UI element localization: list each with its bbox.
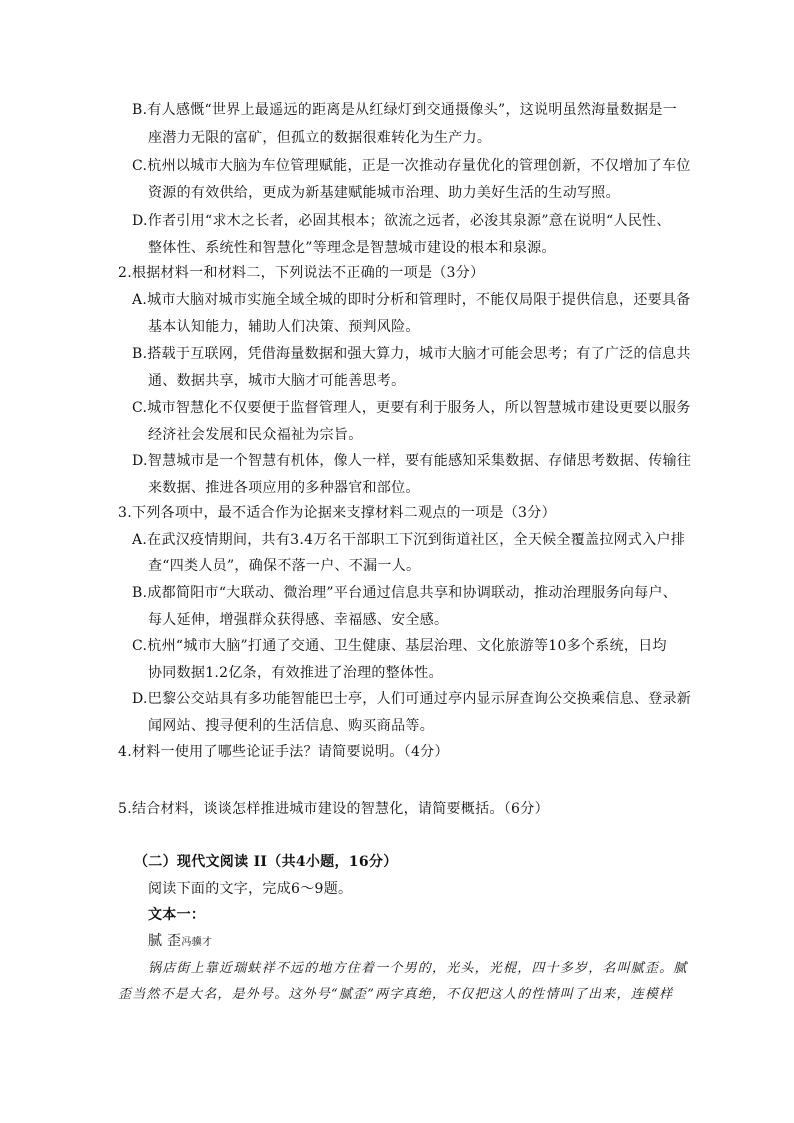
- q2-option-b-line2: 通、数据共享，城市大脑才可能善思考。: [148, 373, 406, 389]
- q3-option-a-line1: A.在武汉疫情期间，共有3.4万名干部职工下沉到街道社区，全天候全覆盖拉网式入户排: [132, 532, 686, 548]
- q3-option-d-line1: D.巴黎公交站具有多功能智能巴士亭，人们可通过亭内显示屏查询公交换乘信息、登录新: [132, 691, 692, 707]
- q3-option-c-line1: C.杭州“城市大脑”打通了交通、卫生健康、基层治理、文化旅游等10多个系统，日均: [132, 638, 667, 654]
- q2-option-d-line1: D.智慧城市是一个智慧有机体，像人一样，要有能感知采集数据、存储思考数据、传输往: [132, 453, 692, 469]
- q1-option-c-line2: 资源的有效供给，更成为新基建赋能城市治理、助力美好生活的生动写照。: [148, 185, 620, 201]
- q2-option-a-line2: 基本认知能力，辅助人们决策、预判风险。: [148, 319, 420, 335]
- q1-option-c-line1: C.杭州以城市大脑为车位管理赋能，正是一次推动存量优化的管理创新，不仅增加了车位: [132, 158, 691, 174]
- section-heading: （二）现代文阅读 II（共4小题，16分）: [134, 854, 398, 870]
- story-title-line: [148, 932, 212, 952]
- q4-stem: 4.材料一使用了哪些论证手法？请简要说明。（4分）: [118, 744, 449, 760]
- reading-instruction: 阅读下面的文字，完成6～9题。: [148, 881, 353, 897]
- q3-option-a-line2: 查“四类人员”，确保不落一户、不漏一人。: [148, 558, 421, 574]
- q2-stem: 2.根据材料一和材料二，下列说法不正确的一项是（3分）: [118, 265, 485, 281]
- q2-option-a-line1: A.城市大脑对城市实施全域全城的即时分析和管理时，不能仅局限于提供信息，还要具备: [132, 292, 691, 308]
- q2-option-c-line2: 经济社会发展和民众福祉为宗旨。: [148, 427, 363, 443]
- q1-option-b-line2: 座潜力无限的富矿，但孤立的数据很难转化为生产力。: [148, 130, 492, 146]
- story-paragraph-line2: 歪当然不是大名，是外号。这外号“腻歪”两字真绝，不仅把这人的性情叫了出来，连模样: [118, 987, 674, 1002]
- q1-option-b-line1: B.有人感慨“世界上最遥远的距离是从红绿灯到交通摄像头”，这说明虽然海量数据是一: [132, 102, 678, 118]
- q2-option-d-line2: 来数据、推进各项应用的多种器官和部位。: [148, 480, 420, 496]
- q3-option-c-line2: 协同数据1.2亿条，有效推进了治理的整体性。: [148, 665, 443, 681]
- q5-stem: 5.结合材料，谈谈怎样推进城市建设的智慧化，请简要概括。（6分）: [118, 801, 549, 817]
- q3-option-b-line1: B.成都简阳市“大联动、微治理”平台通过信息共享和协调联动，推动治理服务向每户、: [132, 585, 678, 601]
- q3-option-b-line2: 每人延伸，增强群众获得感、幸福感、安全感。: [148, 612, 449, 628]
- q1-option-d-line2: 整体性、系统性和智慧化”等理念是智慧城市建设的根本和泉源。: [148, 240, 556, 256]
- q1-option-d-line1: D.作者引用“求木之长者，必固其根本；欲流之远者，必浚其泉源”意在说明“人民性、: [132, 213, 671, 229]
- story-title: 腻 歪: [148, 933, 182, 949]
- story-paragraph-line1: 锅店街上靠近瑞蚨祥不远的地方住着一个男的，光头，光棍，四十多岁，名叫腻歪。腻: [148, 961, 688, 976]
- q3-stem: 3.下列各项中，最不适合作为论据来支撑材料二观点的一项是（3分）: [118, 505, 556, 521]
- story-author: 冯骥才: [181, 937, 213, 948]
- q3-option-d-line2: 闻网站、搜寻便利的生活信息、购买商品等。: [148, 718, 434, 734]
- q2-option-c-line1: C.城市智慧化不仅要便于监督管理人，更要有利于服务人，所以智慧城市建设更要以服务: [132, 400, 691, 416]
- text-one-label: 文本一：: [148, 907, 206, 923]
- q2-option-b-line1: B.搭载于互联网，凭借海量数据和强大算力，城市大脑才可能会思考；有了广泛的信息共: [132, 346, 691, 362]
